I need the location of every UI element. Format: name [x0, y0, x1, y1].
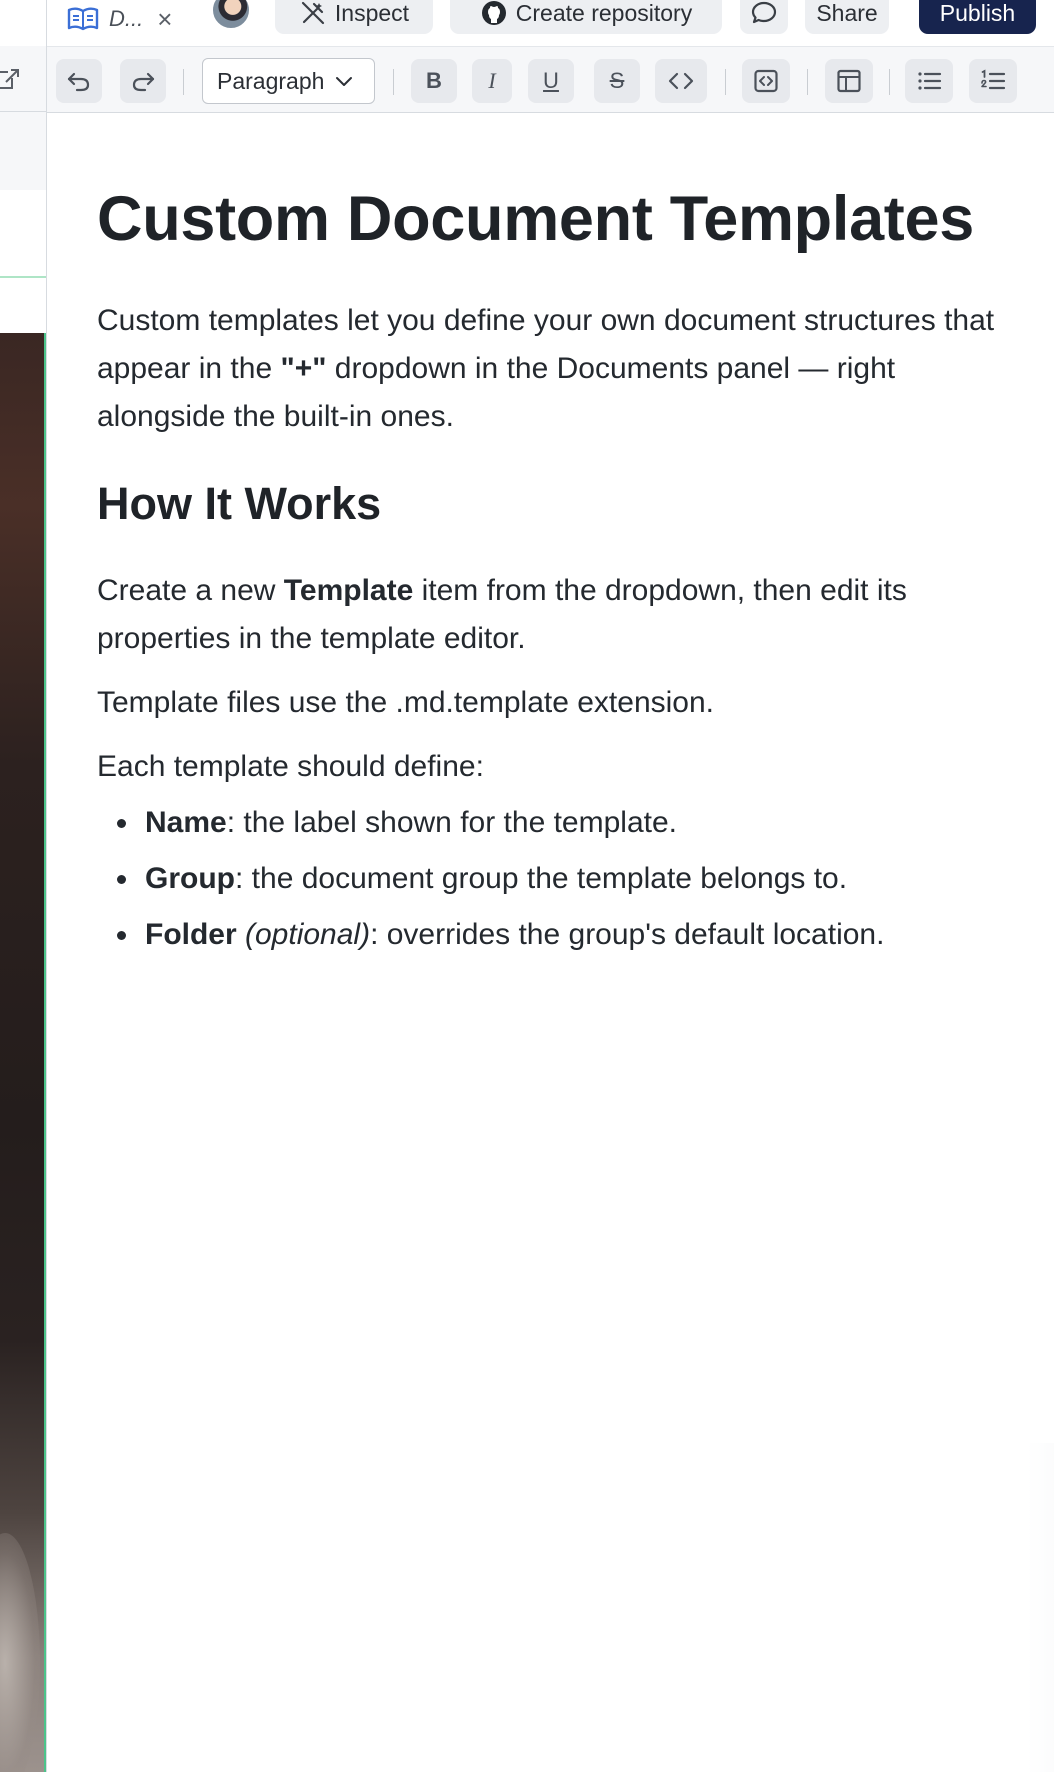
toolbar-divider — [807, 69, 808, 95]
intro-paragraph — [97, 297, 1027, 441]
inspect-label: Inspect — [334, 0, 410, 26]
paragraph-create — [97, 567, 1027, 663]
list-item-term: Folder — [145, 918, 237, 952]
toolbar-divider — [393, 69, 394, 95]
code-block-button[interactable] — [742, 59, 790, 103]
avatar[interactable] — [211, 0, 251, 30]
left-pane-header — [0, 0, 47, 46]
toolbar-divider — [725, 69, 726, 95]
template-term: Template — [283, 574, 414, 608]
list-item-term: Name — [145, 806, 227, 840]
inline-code-button[interactable] — [655, 59, 707, 103]
inspect-button[interactable] — [275, 0, 433, 34]
left-pane-strip — [0, 0, 47, 1772]
create-repository-button[interactable] — [450, 0, 722, 34]
list-item-term: Group — [145, 862, 235, 896]
list-item — [117, 851, 1027, 907]
scroll-shadow — [1027, 1443, 1054, 1772]
redo-button[interactable] — [120, 59, 166, 103]
close-tab-icon[interactable]: × — [157, 4, 173, 34]
bold-icon: B — [426, 68, 442, 93]
chevron-down-icon — [334, 71, 354, 91]
paragraph-define: Each template should define: — [97, 750, 484, 784]
bold-button[interactable] — [411, 59, 457, 103]
undo-button[interactable] — [56, 59, 102, 103]
list-item-note: (optional) — [236, 918, 371, 952]
code-icon — [668, 68, 694, 94]
github-icon — [480, 0, 508, 27]
table-button[interactable] — [825, 59, 873, 103]
create-repository-label: Create repository — [515, 0, 693, 26]
intro-text-end: dropdown in the Documents panel — right alongside the built-in ones. — [97, 352, 896, 434]
plus-symbol-text: "+" — [280, 352, 327, 386]
underline-icon: U — [543, 68, 559, 93]
comment-icon — [750, 0, 778, 27]
top-bar — [47, 0, 1054, 46]
underline-button[interactable] — [528, 59, 574, 103]
document-editor[interactable] — [47, 113, 1054, 1772]
template-fields-list — [117, 795, 1027, 963]
italic-button[interactable] — [472, 59, 512, 103]
left-pane-input — [0, 190, 47, 278]
document-body[interactable] — [97, 183, 1027, 963]
strikethrough-button[interactable] — [594, 59, 640, 103]
code-block-icon — [753, 68, 779, 94]
formatting-toolbar — [47, 46, 1054, 113]
paragraph-create-text: Create a new — [97, 574, 284, 608]
video-preview — [0, 333, 46, 1772]
list-item-text: : the label shown for the template. — [226, 806, 677, 840]
table-icon — [836, 68, 862, 94]
block-type-select[interactable] — [202, 58, 375, 104]
redo-icon — [130, 68, 156, 94]
italic-icon: I — [488, 68, 496, 93]
list-item — [117, 907, 1027, 963]
list-item-text: : overrides the group's default location. — [370, 918, 885, 952]
document-title: Custom Document Templates — [97, 184, 974, 254]
list-item-text: : the document group the template belongs to. — [235, 862, 848, 896]
open-external-icon[interactable] — [0, 66, 22, 92]
section-heading: How It Works — [97, 478, 382, 530]
intro-text: Custom templates let you define your own document structures that appear in the — [97, 304, 995, 386]
strikethrough-icon: S — [609, 68, 625, 93]
toolbar-divider — [889, 69, 890, 95]
paragraph-create-text-end: item from the dropdown, then edit its properties in the template editor. — [97, 574, 907, 656]
block-type-value: Paragraph — [217, 67, 325, 94]
toolbar-divider — [183, 69, 184, 95]
undo-icon — [66, 68, 92, 94]
paragraph-extension: Template files use the .md.template extension. — [97, 686, 714, 720]
list-item — [117, 795, 1027, 851]
numbered-list-button[interactable] — [969, 59, 1017, 103]
wand-icon — [299, 0, 327, 27]
comment-button[interactable] — [740, 0, 788, 34]
bullet-list-button[interactable] — [905, 59, 953, 103]
left-pane-toolbar — [0, 46, 47, 112]
tab-title: D... — [109, 6, 144, 31]
left-pane-bar — [0, 278, 47, 333]
document-tab[interactable] — [67, 0, 172, 38]
publish-button[interactable]: Publish — [919, 0, 1036, 34]
bullet-list-icon — [916, 68, 942, 94]
book-open-icon — [67, 6, 99, 32]
numbered-list-icon — [980, 68, 1006, 94]
share-button[interactable]: Share — [805, 0, 889, 34]
